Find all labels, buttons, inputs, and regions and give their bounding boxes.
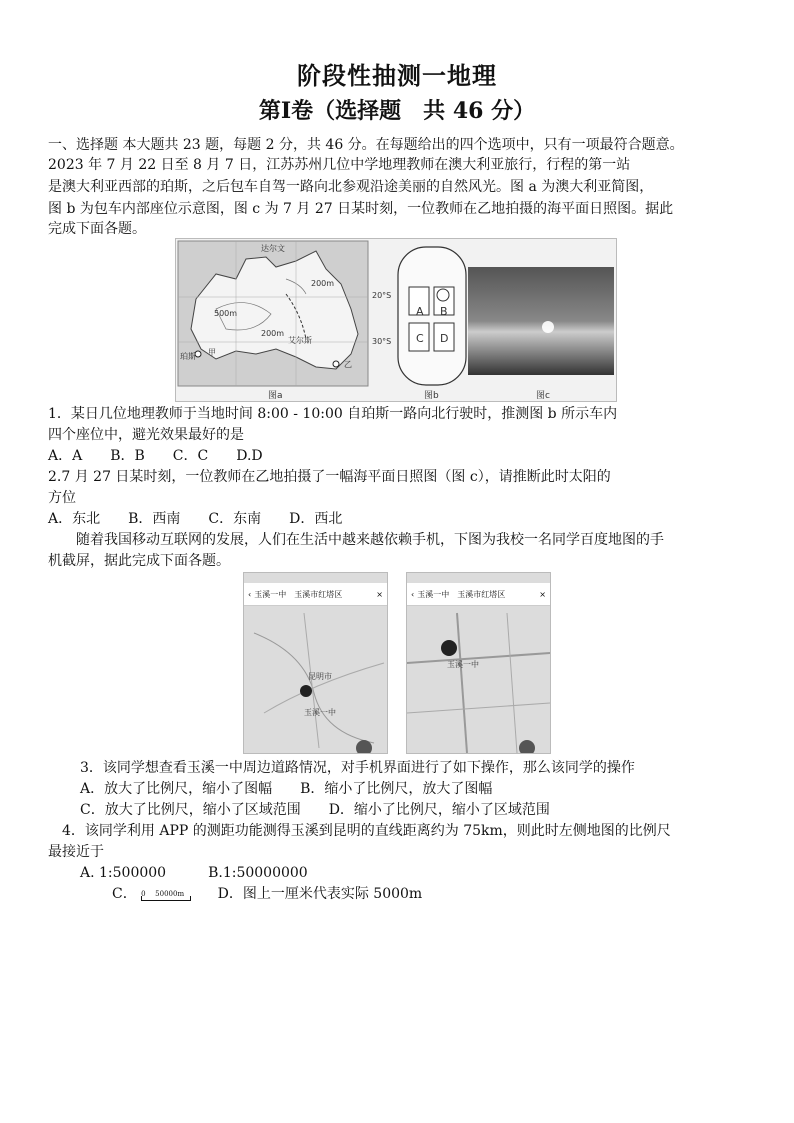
question-4-options-row2 bbox=[112, 884, 422, 904]
scale-value: 50000m bbox=[155, 890, 185, 898]
scale-zero: 0 bbox=[141, 890, 146, 898]
page-title: 阶段性抽测一地理 bbox=[297, 61, 497, 90]
close-icon: × bbox=[539, 589, 546, 599]
question-4-options: A. 1:500000 B.1:50000000 bbox=[80, 865, 308, 881]
map-roads bbox=[244, 573, 387, 753]
question-3-options: C．放大了比例尺，缩小了区域范围 D．缩小了比例尺，缩小了区域范围 bbox=[80, 802, 550, 818]
passage1-line: 图 b 为包车内部座位示意图，图 c 为 7 月 27 日某时刻，一位教师在乙地拍摄的海平面日照图。据此 bbox=[48, 201, 674, 217]
phone-screenshot-left bbox=[243, 572, 388, 754]
pin-label: 玉溪一中 bbox=[447, 660, 479, 669]
question-2-options: A．东北 B．西南 C．东南 D．西北 bbox=[48, 511, 343, 527]
section-subtitle: 第Ⅰ卷（选择题 共 46 分） bbox=[258, 98, 536, 124]
figure-b-caption: 图b bbox=[424, 391, 439, 401]
question-3-options: A．放大了比例尺，缩小了图幅 B．缩小了比例尺，放大了图幅 bbox=[80, 781, 493, 797]
seat-c: C bbox=[416, 332, 424, 345]
close-icon: × bbox=[376, 589, 383, 599]
passage2-line: 随着我国移动互联网的发展，人们在生活中越来越依赖手机，下图为我校一名同学百度地图的手 bbox=[48, 532, 664, 548]
seat-d: D bbox=[440, 332, 449, 345]
darwin-label: 达尔文 bbox=[261, 244, 285, 253]
phone-screenshot-right bbox=[406, 572, 551, 754]
option-d: D．图上一厘米代表实际 5000m bbox=[217, 886, 423, 902]
figure-c-caption: 图c bbox=[536, 391, 550, 401]
passage1-line: 完成下面各题。 bbox=[48, 221, 146, 237]
passage1-line: 是澳大利亚西部的珀斯，之后包车自驾一路向北参观沿途美丽的自然风光。图 a 为澳大利亚简图， bbox=[48, 179, 654, 195]
search-text: 玉溪一中 玉溪市红塔区 bbox=[417, 589, 506, 599]
city-label: 昆明市 bbox=[308, 672, 332, 681]
instructions: 一、选择题 本大题共 23 题，每题 2 分，共 46 分。在每题给出的四个选项中，只有一项最符合题意。 bbox=[48, 137, 684, 153]
passage2-line: 机截屏，据此完成下面各题。 bbox=[48, 553, 230, 569]
back-icon: ‹ bbox=[411, 589, 415, 599]
seat-b: B bbox=[440, 305, 448, 318]
pin-label: 玉溪一中 bbox=[304, 708, 336, 717]
question-1-options: A．A B．B C．C D.D bbox=[48, 448, 263, 464]
question-1-line: 1．某日几位地理教师于当地时间 8:00 - 10:00 自珀斯一路向北行驶时，推测图 b 所示车内 bbox=[48, 406, 618, 422]
figure-group-1 bbox=[175, 238, 617, 402]
perth-label: 珀斯 bbox=[180, 352, 196, 361]
question-4-line: 最接近于 bbox=[48, 844, 104, 860]
lat-label: 30°S bbox=[372, 337, 392, 346]
yi-label: 乙 bbox=[344, 360, 352, 369]
question-3-line: 3．该同学想查看玉溪一中周边道路情况，对手机界面进行了如下操作，那么该同学的操作 bbox=[80, 760, 635, 776]
passage1-line: 2023 年 7 月 22 日至 8 月 7 日，江苏苏州几位中学地理教师在澳大利亚旅行，行程的第一站 bbox=[48, 157, 631, 173]
question-2-line: 2.7 月 27 日某时刻，一位教师在乙地拍摄了一幅海平面日照图（图 c），请推断此时太阳的 bbox=[48, 469, 611, 485]
lat-label: 20°S bbox=[372, 291, 392, 300]
contour-label: 500m bbox=[214, 309, 238, 318]
alice-label: 艾尔斯 bbox=[288, 336, 312, 345]
contour-label: 200m bbox=[261, 329, 285, 338]
question-2-line: 方位 bbox=[48, 490, 76, 506]
back-icon: ‹ bbox=[248, 589, 252, 599]
scale-line bbox=[141, 896, 191, 901]
scale-bar bbox=[141, 886, 191, 902]
question-1-line: 四个座位中，避光效果最好的是 bbox=[48, 427, 244, 443]
option-c-label: C． bbox=[112, 886, 137, 902]
seat-a: A bbox=[416, 305, 424, 318]
jia-label: 甲 bbox=[208, 348, 216, 357]
question-4-line: 4．该同学利用 APP 的测距功能测得玉溪到昆明的直线距离约为 75km，则此时左侧地图的比例尺 bbox=[48, 823, 671, 839]
figure-a-caption: 图a bbox=[268, 391, 283, 401]
contour-label: 200m bbox=[311, 279, 335, 288]
australia-map bbox=[176, 239, 616, 401]
search-text: 玉溪一中 玉溪市红塔区 bbox=[254, 589, 343, 599]
